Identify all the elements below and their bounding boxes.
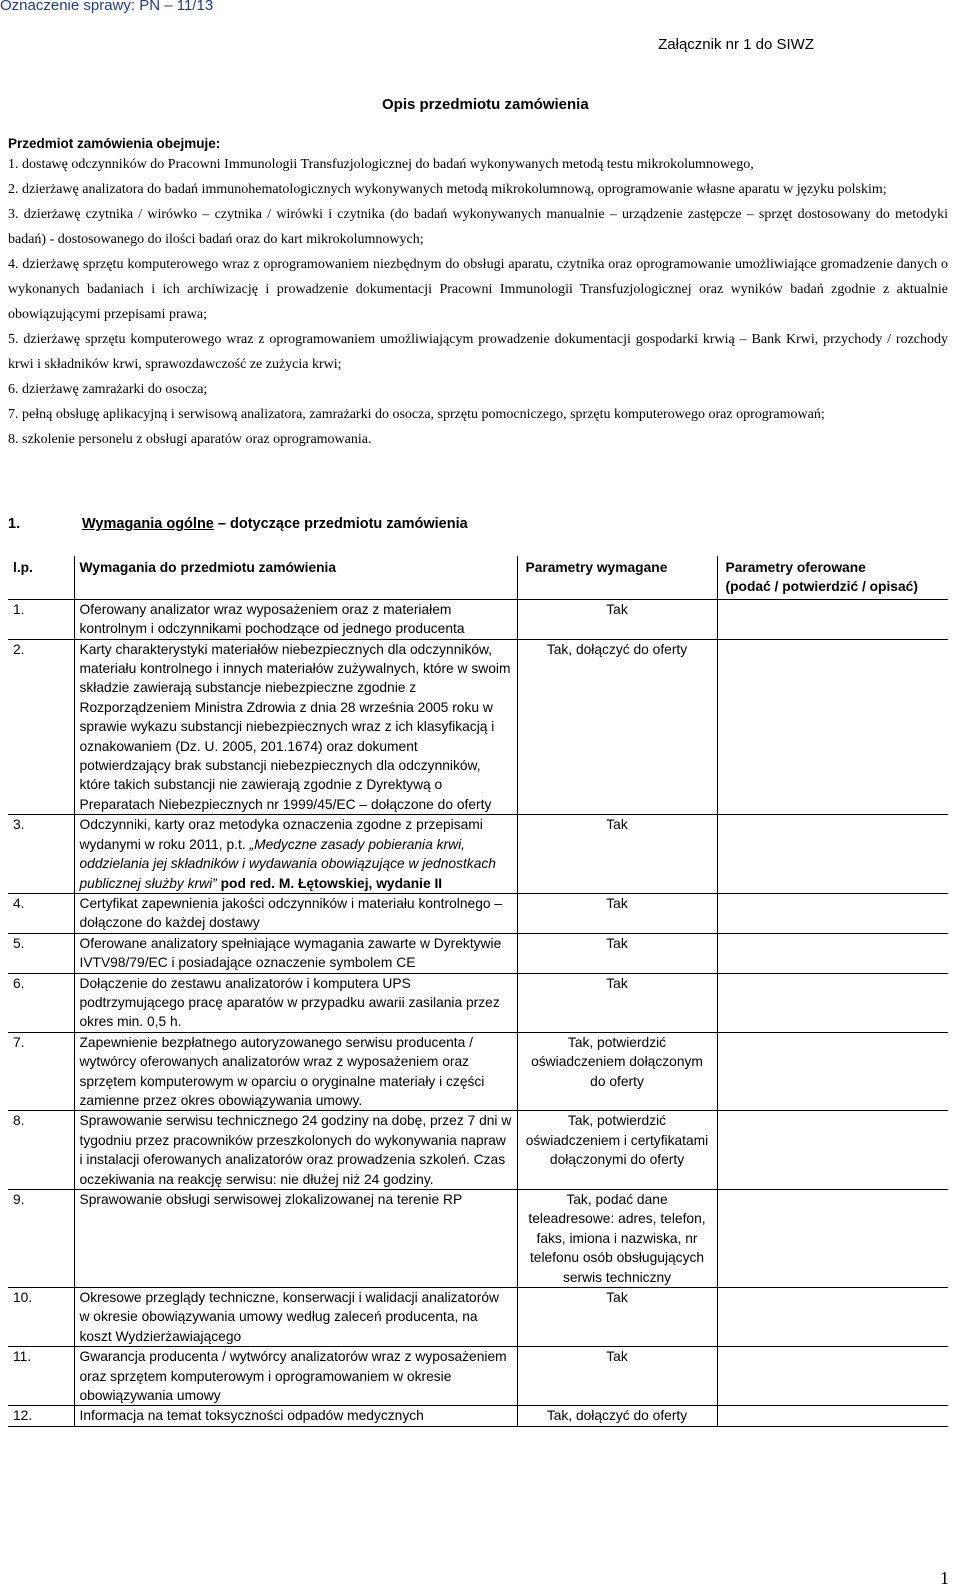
cell-required: Tak: [517, 815, 717, 894]
cell-required: Tak, potwierdzić oświadczeniem i certyfikatami dołączonymi do oferty: [517, 1111, 717, 1190]
table-row: [8, 973, 948, 1032]
header-offered-line1: Parametry oferowane: [725, 560, 866, 575]
cell-required: Tak, dołączyć do oferty: [517, 1406, 717, 1426]
cell-lp: 11.: [8, 1347, 74, 1406]
cell-offered[interactable]: [717, 599, 948, 639]
cell-requirement-citation: „Medyczne zasady pobierania krwi, oddzielania jej składników i wydawania obowiązujące w jednostkach publicznej służby krwi”: [79, 836, 496, 891]
cell-required: Tak: [517, 599, 717, 639]
requirements-table: [8, 556, 948, 1427]
section-title-rest: – dotyczące przedmiotu zamówienia: [213, 516, 468, 532]
header-lp: l.p.: [8, 556, 74, 599]
cell-lp: 6.: [8, 973, 74, 1032]
cell-required: Tak: [517, 933, 717, 973]
cell-requirement: Dołączenie do zestawu analizatorów i komputera UPS podtrzymującego pracę aparatów w przypadku awarii zasilania przez okres min. 0,5 h.: [74, 973, 517, 1032]
cell-requirement-part-a: Odczynniki, karty oraz metodyka oznaczenia zgodne z przepisami wydanymi w roku 2011, p.t.: [79, 817, 483, 852]
cell-offered[interactable]: [717, 1347, 948, 1406]
table-row: [8, 639, 948, 815]
cell-lp: 10.: [8, 1288, 74, 1347]
header-offered-line2: (podać / potwierdzić / opisać): [725, 579, 918, 595]
cell-requirement: Sprawowanie obsługi serwisowej zlokalizowanej na terenie RP: [74, 1190, 517, 1288]
cell-requirement: Oferowany analizator wraz wyposażeniem oraz z materiałem kontrolnym i odczynnikami pochodzące od jednego producenta: [74, 599, 517, 639]
cell-lp: 12.: [8, 1406, 74, 1426]
subject-item-2: 2. dzierżawę analizatora do badań immunohematologicznych wykonywanych metodą mikrokolumnową, oprogramowanie własne aparatu w języku polskim;: [8, 182, 887, 197]
annex-label: Załącznik nr 1 do SIWZ: [658, 36, 814, 53]
cell-offered[interactable]: [717, 1111, 948, 1190]
section-heading: [8, 516, 468, 532]
cell-requirement: Karty charakterystyki materiałów niebezpiecznych dla odczynników, materiału kontrolnego i innych materiałów zużywalnych, które w swoim składzie zawierają substancje niebezpieczne zgodnie z Rozporządzeniem Ministra Zdrowia z dnia 28 września 2005 roku w sprawie wykazu substancji niebezpiecznych wraz z ich klasyfikacją i oznakowaniem (Dz. U. 2005, 201.1674) oraz dokument potwierdzający brak substancji niebezpiecznych dla odczynników, które takich substancji nie zawierają zgodnie z Dyrektywą o Preparatach Niebezpiecznych nr 1999/45/EC – dołączone do oferty: [74, 639, 517, 815]
cell-offered[interactable]: [717, 893, 948, 933]
header-required: Parametry wymagane: [517, 556, 717, 599]
cell-lp: 4.: [8, 893, 74, 933]
cell-offered[interactable]: [717, 933, 948, 973]
header-offered: [717, 556, 948, 599]
table-row: [8, 1347, 948, 1406]
cell-offered[interactable]: [717, 1288, 948, 1347]
subject-item-8: 8. szkolenie personelu z obsługi aparatów oraz oprogramowania.: [8, 432, 372, 447]
table-row: [8, 893, 948, 933]
cell-required: Tak: [517, 893, 717, 933]
cell-offered[interactable]: [717, 639, 948, 815]
cell-requirement: Sprawowanie serwisu technicznego 24 godziny na dobę, przez 7 dni w tygodniu przez pracowników przeszkolonych do wykonywania napraw i instalacji oferowanych analizatorów oraz prowadzenia szkoleń. Czas oczekiwania na reakcję serwisu: nie dłużej niż 24 godziny.: [74, 1111, 517, 1190]
cell-required: Tak, podać dane teleadresowe: adres, telefon, faks, imiona i nazwiska, nr telefonu osób obsługujących serwis techniczny: [517, 1190, 717, 1288]
cell-lp: 1.: [8, 599, 74, 639]
cell-requirement: Zapewnienie bezpłatnego autoryzowanego serwisu producenta / wytwórcy oferowanych analizatorów wraz z wyposażeniem oraz sprzętem komputerowym w oparciu o oryginalne materiały i części zamienne przez okres obowiązywania umowy.: [74, 1032, 517, 1111]
cell-lp: 7.: [8, 1032, 74, 1111]
cell-requirement-editor: pod red. M. Łętowskiej, wydanie II: [216, 875, 443, 891]
section-number: 1.: [8, 516, 21, 532]
cell-lp: 3.: [8, 815, 74, 894]
cell-offered[interactable]: [717, 1032, 948, 1111]
document-title: Opis przedmiotu zamówienia: [382, 96, 589, 113]
cell-offered[interactable]: [717, 1190, 948, 1288]
subject-item-3: 3. dzierżawę czytnika / wirówko – czytnika / wirówki i czytnika (do badań wykonywanych manualnie – urządzenie zastępcze – sprzęt dostosowany do metodyki badań) - dostosowanego do ilości badań oraz do kart mikrokolumnowych;: [8, 207, 948, 247]
subject-item-7: 7. pełną obsługę aplikacyjną i serwisową analizatora, zamrażarki do osocza, sprzętu pomocniczego, sprzętu komputerowego oraz oprogramowań;: [8, 407, 825, 422]
cell-required: Tak: [517, 1288, 717, 1347]
table-row: [8, 815, 948, 894]
cell-lp: 2.: [8, 639, 74, 815]
table-row: [8, 933, 948, 973]
cell-requirement: Informacja na temat toksyczności odpadów medycznych: [74, 1406, 517, 1426]
cell-lp: 5.: [8, 933, 74, 973]
table-row: [8, 1288, 948, 1347]
cell-requirement: Gwarancja producenta / wytwórcy analizatorów wraz z wyposażeniem oraz sprzętem komputerowym i oprogramowaniem w okresie obowiązywania umowy: [74, 1347, 517, 1406]
table-row: [8, 1111, 948, 1190]
cell-requirement: Oferowane analizatory spełniające wymagania zawarte w Dyrektywie IVTV98/79/EC i posiadające oznaczenie symbolem CE: [74, 933, 517, 973]
table-row: [8, 1406, 948, 1426]
page-number: 1: [940, 1568, 949, 1588]
table-row: [8, 1190, 948, 1288]
cell-lp: 8.: [8, 1111, 74, 1190]
cell-offered[interactable]: [717, 1406, 948, 1426]
cell-required: Tak: [517, 973, 717, 1032]
cell-offered[interactable]: [717, 815, 948, 894]
subject-item-6: 6. dzierżawę zamrażarki do osocza;: [8, 382, 208, 397]
table-row: [8, 1032, 948, 1111]
section-title-underlined: Wymagania ogólne: [82, 516, 214, 532]
cell-requirement: Okresowe przeglądy techniczne, konserwacji i walidacji analizatorów w okresie obowiązywania umowy według zaleceń producenta, na koszt Wydzierżawiającego: [74, 1288, 517, 1347]
cell-lp: 9.: [8, 1190, 74, 1288]
cell-required: Tak, dołączyć do oferty: [517, 639, 717, 815]
case-mark: Oznaczenie sprawy: PN – 11/13: [0, 0, 214, 14]
header-requirement: Wymagania do przedmiotu zamówienia: [74, 556, 517, 599]
subject-list: [8, 152, 948, 452]
cell-required: Tak: [517, 1347, 717, 1406]
cell-offered[interactable]: [717, 973, 948, 1032]
cell-required: Tak, potwierdzić oświadczeniem dołączonym do oferty: [517, 1032, 717, 1111]
table-row: [8, 599, 948, 639]
subject-item-5: 5. dzierżawę sprzętu komputerowego wraz z oprogramowaniem umożliwiającym prowadzenie dokumentacji gospodarki krwią – Bank Krwi, przychody / rozchody krwi i składników krwi, sprawozdawczość ze zużycia krwi;: [8, 332, 948, 372]
cell-requirement: Certyfikat zapewnienia jakości odczynników i materiału kontrolnego – dołączone do każdej dostawy: [74, 893, 517, 933]
table-header-row: [8, 556, 948, 599]
subject-item-1: 1. dostawę odczynników do Pracowni Immunologii Transfuzjologicznej do badań wykonywanych metodą testu mikrokolumnowego,: [8, 157, 754, 172]
subject-item-4: 4. dzierżawę sprzętu komputerowego wraz z oprogramowaniem niezbędnym do obsługi aparatu, czytnika oraz oprogramowanie umożliwiające gromadzenie danych o wykonanych badaniach i ich archiwizację i prowadzenie dokumentacji Pracowni Immunologii Transfuzjologicznej oraz wyników badań zgodnie z aktualnie obowiązującymi przepisami prawa;: [8, 257, 948, 322]
cell-requirement: [74, 815, 517, 894]
subject-heading: Przedmiot zamówienia obejmuje:: [8, 136, 221, 151]
